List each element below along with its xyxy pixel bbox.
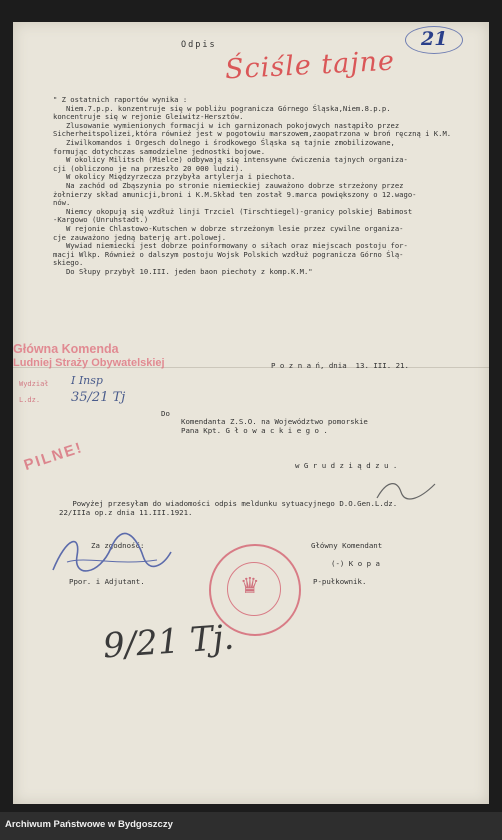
report-paragraph: Ziwilkomandos i Orgesch dolnego i środkowego Śląska są tajnie zmobilizowane, formując dotychczas samodzielne jednostki bojowe. <box>53 137 395 156</box>
report-paragraph: Do Słupy przybył 10.III. jeden baon piechoty z komp.K.M." <box>53 266 313 276</box>
recipient: Komendanta Z.S.O. na Województwo pomorskie Pana Kpt. G ł o w a c k i e g o . <box>181 417 368 435</box>
handwritten-signature-left <box>47 526 177 582</box>
recipient-city: w G r u d z i ą d z u . <box>295 461 398 470</box>
report-paragraph: Na zachód od Zbąszynia po stronie niemieckiej zauważono dobrze strzeżony przez żołnierzy skład amunicji,broni i K.M.Skład ten został 9.marca powiększony o 12.wago- nów. <box>53 180 417 208</box>
forward-note: Powyżej przesyłam do wiadomości odpis meldunku sytuacyjnego D.O.Gen.L.dz. 22/IIIa op.z dnia 11.III.1921. <box>59 499 398 517</box>
place-date: P o z n a ń, dnia 13. III. 21. <box>271 361 409 370</box>
eagle-icon: ♛ <box>240 574 260 599</box>
signature-left-label: Za zgodność: <box>91 541 145 550</box>
stamp-wydzial-label: Wydział <box>19 380 49 388</box>
secret-stamp: Ściśle tajne <box>224 45 396 86</box>
report-paragraph: W okolicy Międzyrzecza przybyła artylerja i piechota. <box>53 172 296 182</box>
komenda-stamp-line2: Ludniej Straży Obywatelskiej <box>13 357 165 369</box>
report-paragraph: Niem.7.p.p. konzentruje się w pobliżu pogranicza Górnego Śląska,Niem.8.p.p. koncentruje się w rejonie Gleiwitz-Hersztów. <box>53 103 391 122</box>
document-page <box>13 22 489 804</box>
stamp-nr-label: L.dz. <box>19 396 41 404</box>
stamp-wydzial-value: I Insp <box>71 374 103 387</box>
komenda-stamp <box>13 342 165 370</box>
report-paragraph: Wywiad niemiecki jest dobrze poinformowany o siłach oraz miejscach postoju for- macji Wlkp. Również o dalszym postoju Wojsk Polskich wzdłuż pogranicza Górno Ślą- skiego. <box>53 241 408 268</box>
report-paragraph: W okolicy Militsch (Mielce) odbywają się intensywne ćwiczenia tajnych organiza- cji (obliczono je na przeszło 20 000 ludzi). <box>53 155 408 173</box>
handwritten-initial-right <box>373 476 443 506</box>
stamp-nr-value: 35/21 Tj <box>71 390 126 405</box>
handwritten-reference: 9/21 Tj. <box>101 617 236 667</box>
report-body <box>53 96 473 276</box>
document-header: Odpis <box>181 40 217 50</box>
report-paragraph: Zlusowanie wymienionych formacji w ich garnizonach pokojowych nastąpiło przez Sicherheitspolizei,która również jest w pogotowiu marszowem,zaopatrzona w broń ręczną i K.M. <box>53 120 452 139</box>
report-paragraph: W rejonie Chlastowo-Kutschen w dobrze strzeżonym lesie przez cywilne organiza- cje zauważono jedną baterję art.polowej. <box>53 223 404 242</box>
page-number: 21 <box>421 28 448 50</box>
to-label: Do <box>161 409 170 418</box>
report-paragraph: Niemcy okopują się wzdłuż linji Trzciel (Tirschtiegel)-granicy polskiej Babimost -Kargowo (Unruhstadt.) <box>53 206 413 225</box>
signature-right-name: (-) K o p a <box>331 559 380 568</box>
komenda-stamp-line1: Główna Komenda <box>13 342 119 356</box>
archive-label: Archiwum Państwowe w Bydgoszczy <box>5 819 173 830</box>
signature-right-title: Główny Komendant <box>311 541 383 550</box>
urgent-stamp: PILNE! <box>21 438 86 475</box>
report-paragraph: " Z ostatnich raportów wynika : <box>53 95 188 104</box>
signature-left-rank: Ppor. i Adjutant. <box>69 577 145 586</box>
signature-right-rank: P-pułkownik. <box>313 577 367 586</box>
